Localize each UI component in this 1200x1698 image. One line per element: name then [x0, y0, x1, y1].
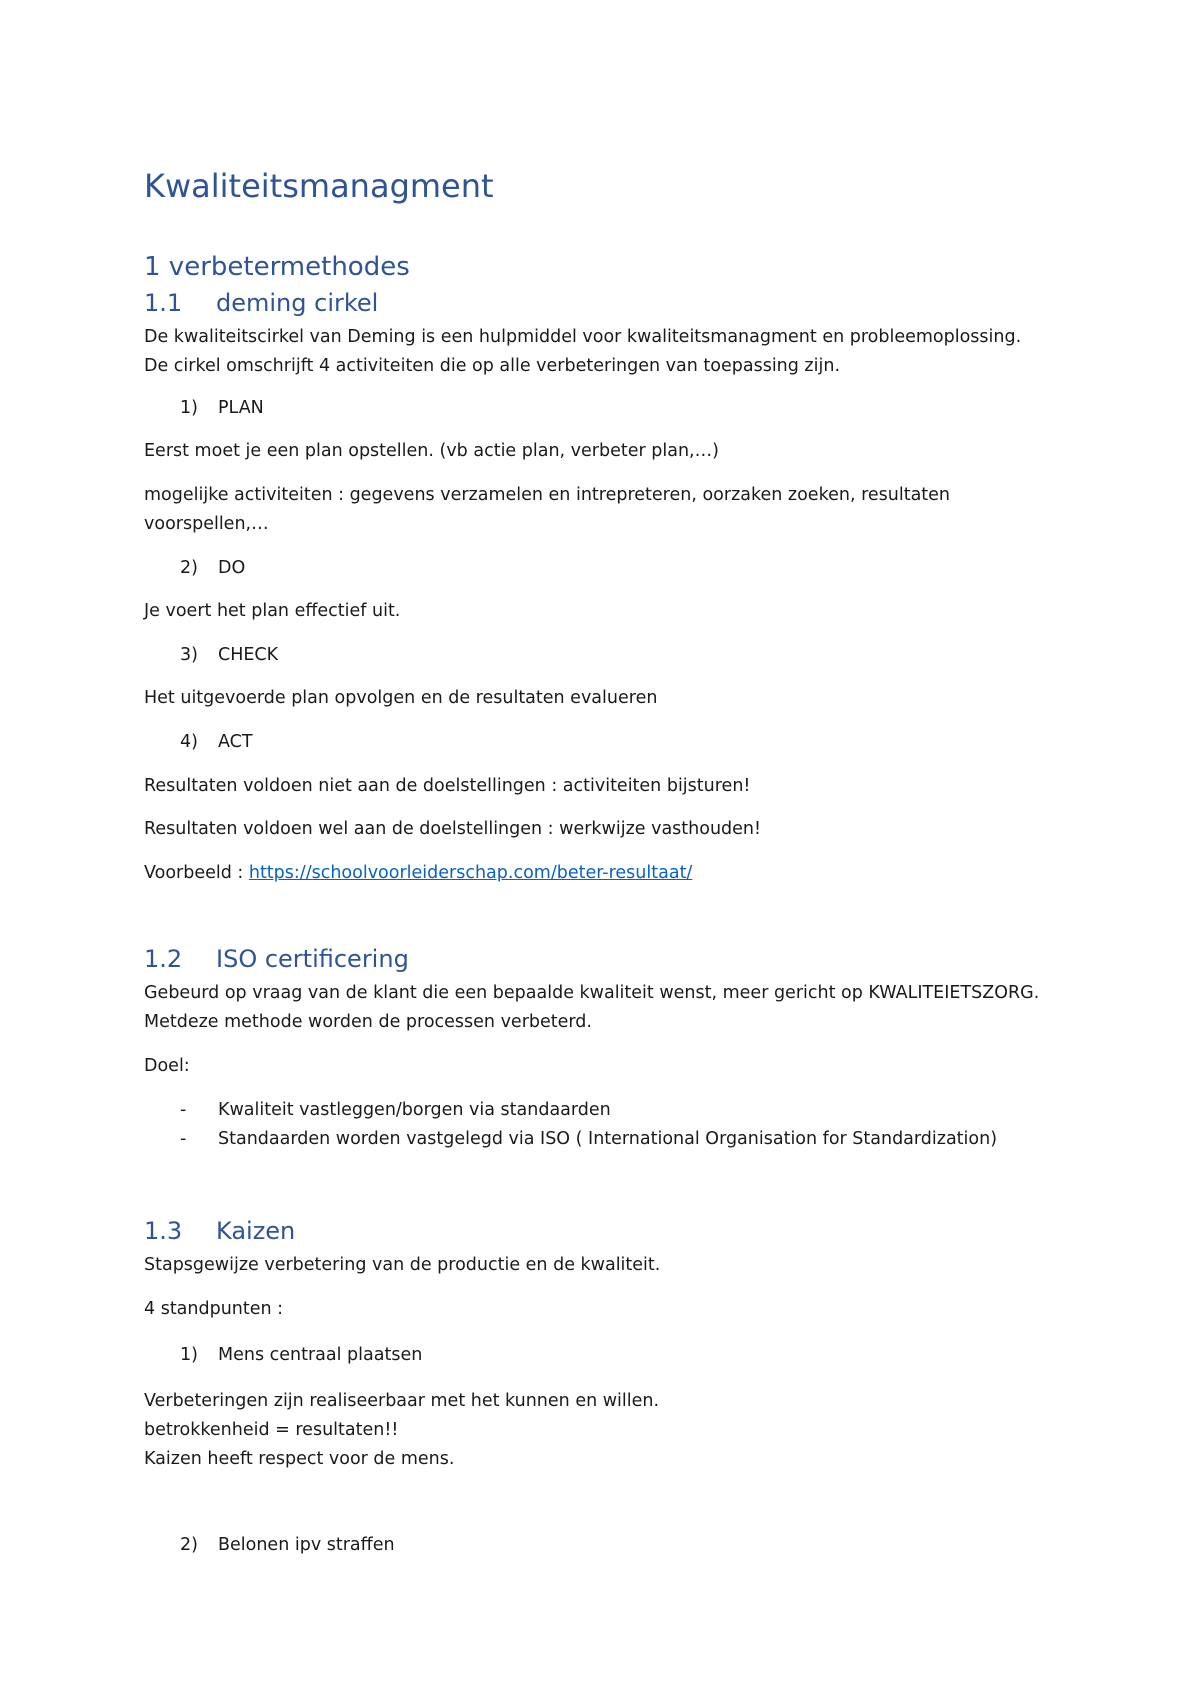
subsection-title: Kaizen [216, 1217, 296, 1245]
paragraph-line: Verbeteringen zijn realiseerbaar met het kunnen en willen. [144, 1391, 660, 1411]
item-label: Belonen ipv straffen [218, 1535, 395, 1555]
item-number: 3) [180, 645, 198, 665]
bullet-dash: - [180, 1100, 187, 1120]
item-label: CHECK [218, 645, 279, 665]
numbered-item-do [180, 557, 245, 579]
paragraph-line: voorspellen,… [144, 514, 269, 534]
subsection-heading-deming [144, 288, 378, 318]
subsection-heading-kaizen [144, 1216, 295, 1246]
section-heading-verbetermethodes: 1 verbetermethodes [144, 252, 410, 282]
item-number: 1) [180, 1345, 198, 1365]
goal-label: Doel: [144, 1056, 190, 1076]
bullet-dash: - [180, 1129, 187, 1149]
subsection-number: 1.2 [144, 945, 183, 973]
bullet-text: Standaarden worden vastgelegd via ISO ( International Organisation for Standardization) [218, 1129, 998, 1149]
numbered-item-plan [180, 397, 264, 419]
numbered-item-belonen [180, 1534, 395, 1556]
item-label: DO [218, 558, 246, 578]
points-label: 4 standpunten : [144, 1299, 284, 1319]
subsection-heading-iso [144, 944, 409, 974]
item-label: ACT [218, 732, 253, 752]
subsection-title: ISO certificering [216, 945, 409, 973]
paragraph-line: mogelijke activiteiten : gegevens verzamelen en intrepreteren, oorzaken zoeken, resultaten [144, 485, 951, 505]
paragraph-line: Het uitgevoerde plan opvolgen en de resultaten evalueren [144, 688, 658, 708]
item-number: 2) [180, 558, 198, 578]
item-number: 2) [180, 1535, 198, 1555]
bullet-item [180, 1099, 611, 1121]
paragraph-line: Resultaten voldoen niet aan de doelstellingen : activiteiten bijsturen! [144, 776, 751, 796]
bullet-item [180, 1128, 997, 1150]
paragraph-line: Je voert het plan effectief uit. [144, 601, 401, 621]
example-line [144, 862, 692, 884]
numbered-item-mens [180, 1344, 422, 1366]
item-number: 1) [180, 398, 198, 418]
paragraph-line: Stapsgewijze verbetering van de productie en de kwaliteit. [144, 1255, 661, 1275]
numbered-item-act [180, 731, 253, 753]
paragraph-line: Resultaten voldoen wel aan de doelstellingen : werkwijze vasthouden! [144, 819, 762, 839]
subsection-title: deming cirkel [216, 289, 379, 317]
item-label: PLAN [218, 398, 264, 418]
paragraph-line: De cirkel omschrijft 4 activiteiten die op alle verbeteringen van toepassing zijn. [144, 356, 841, 376]
example-label: Voorbeeld : [144, 863, 249, 883]
item-label: Mens centraal plaatsen [218, 1345, 423, 1365]
subsection-number: 1.1 [144, 289, 183, 317]
document-title: Kwaliteitsmanagment [144, 167, 494, 205]
item-number: 4) [180, 732, 198, 752]
numbered-item-check [180, 644, 278, 666]
paragraph-line: betrokkenheid = resultaten!! [144, 1420, 399, 1440]
subsection-number: 1.3 [144, 1217, 183, 1245]
bullet-text: Kwaliteit vastleggen/borgen via standaarden [218, 1100, 611, 1120]
paragraph-line: Eerst moet je een plan opstellen. (vb actie plan, verbeter plan,…) [144, 441, 719, 461]
paragraph-line: Kaizen heeft respect voor de mens. [144, 1449, 455, 1469]
paragraph-line: De kwaliteitscirkel van Deming is een hulpmiddel voor kwaliteitsmanagment en probleemoplossing. [144, 327, 1022, 347]
paragraph-line: Gebeurd op vraag van de klant die een bepaalde kwaliteit wenst, meer gericht op KWALITEIETSZORG. [144, 983, 1040, 1003]
paragraph-line: Metdeze methode worden de processen verbeterd. [144, 1012, 592, 1032]
example-link[interactable]: https://schoolvoorleiderschap.com/beter-resultaat/ [248, 863, 693, 883]
